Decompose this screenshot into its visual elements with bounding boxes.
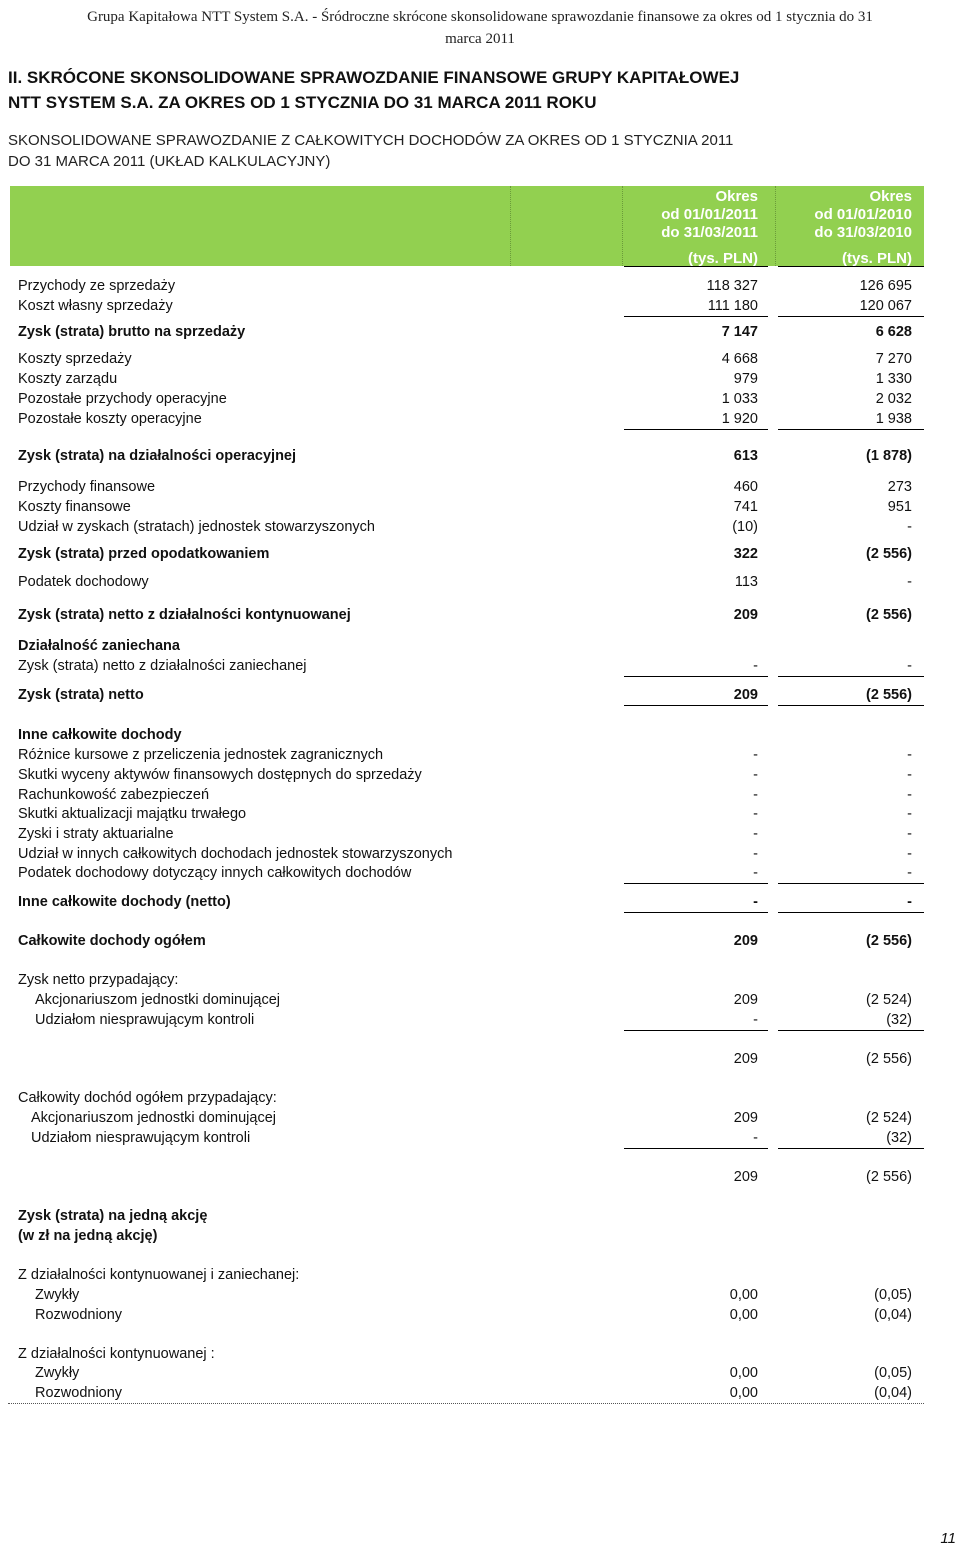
value-2010: 1 330 xyxy=(875,371,912,387)
value-2011: 0,00 xyxy=(729,1365,758,1381)
value-2010: - xyxy=(907,846,912,862)
value-2011: - xyxy=(753,1130,758,1146)
value-2010: (2 556) xyxy=(866,687,912,703)
row-label: Zysk (strata) netto z działalności kontynuowanej xyxy=(18,607,351,623)
column-header-unit: (tys. PLN) xyxy=(687,250,758,267)
header-line-1: Grupa Kapitałowa NTT System S.A. - Śródroczne skrócone skonsolidowane sprawozdanie finansowe za okres od 1 stycznia do 31 xyxy=(87,9,873,25)
row-label: Udziałom niesprawującym kontroli xyxy=(35,1012,255,1028)
subtotal-underline xyxy=(778,429,924,430)
value-2011: - xyxy=(753,787,758,803)
value-2010: (2 524) xyxy=(866,992,912,1008)
value-2010: (0,04) xyxy=(874,1307,912,1323)
row-label: Zysk (strata) na jedną akcję xyxy=(18,1208,208,1224)
row-label: Zyski i straty aktuarialne xyxy=(18,826,174,842)
value-2011: - xyxy=(753,865,758,881)
subtotal-underline xyxy=(624,429,768,430)
value-2011: - xyxy=(753,767,758,783)
value-2011: 113 xyxy=(734,574,758,590)
value-2011: 209 xyxy=(733,607,758,623)
row-label: Zysk netto przypadający: xyxy=(18,972,179,988)
row-label: Z działalności kontynuowanej i zaniechanej: xyxy=(18,1267,300,1283)
value-2011: 209 xyxy=(733,1169,758,1185)
value-2011: 118 327 xyxy=(706,278,758,294)
value-2011: - xyxy=(753,846,758,862)
row-label: Pozostałe koszty operacyjne xyxy=(18,411,202,427)
row-label: (w zł na jedną akcję) xyxy=(18,1228,158,1244)
value-2010: (2 556) xyxy=(866,933,912,949)
row-label: Różnice kursowe z przeliczenia jednostek zagranicznych xyxy=(18,747,384,763)
row-label: Koszt własny sprzedaży xyxy=(18,298,173,314)
row-label: Rozwodniony xyxy=(35,1385,123,1401)
subtotal-underline xyxy=(778,1148,924,1149)
value-2010: - xyxy=(907,826,912,842)
subtotal-underline xyxy=(624,316,768,317)
column-header-from: od 01/01/2010 xyxy=(814,206,912,223)
row-label: Akcjonariuszom jednostki dominującej xyxy=(35,992,281,1008)
row-label: Rozwodniony xyxy=(35,1307,123,1323)
value-2010: 6 628 xyxy=(875,324,912,340)
column-header-2011 xyxy=(618,188,758,267)
value-2011: 1 920 xyxy=(721,411,758,427)
column-header-2010 xyxy=(772,188,912,267)
value-2011: 209 xyxy=(733,992,758,1008)
value-2011: (10) xyxy=(732,519,758,535)
row-label: Udział w innych całkowitych dochodach jednostek stowarzyszonych xyxy=(18,846,453,862)
value-2010: (1 878) xyxy=(866,448,912,464)
column-header-label: Okres xyxy=(869,188,912,205)
value-2010: - xyxy=(907,658,912,674)
value-2011: 7 147 xyxy=(721,324,758,340)
value-2011: 613 xyxy=(733,448,758,464)
value-2010: (2 524) xyxy=(866,1110,912,1126)
row-label: Przychody finansowe xyxy=(18,479,156,495)
row-label: Koszty sprzedaży xyxy=(18,351,132,367)
row-label: Całkowite dochody ogółem xyxy=(18,933,206,949)
value-2010: - xyxy=(907,787,912,803)
value-2011: - xyxy=(753,806,758,822)
value-2011: - xyxy=(753,658,758,674)
column-header-to: do 31/03/2010 xyxy=(814,224,912,241)
subtotal-underline xyxy=(778,912,924,913)
value-2010: (2 556) xyxy=(866,546,912,562)
value-2010: - xyxy=(907,894,912,910)
value-2011: - xyxy=(753,1012,758,1028)
row-label: Udziałom niesprawującym kontroli xyxy=(31,1130,251,1146)
value-2010: (32) xyxy=(886,1130,912,1146)
row-label: Całkowity dochód ogółem przypadający: xyxy=(18,1090,277,1106)
value-2011: 979 xyxy=(733,371,758,387)
value-2011: - xyxy=(753,826,758,842)
column-header-to: do 31/03/2011 xyxy=(661,224,758,241)
subtotal-underline xyxy=(624,883,768,884)
value-2010: 120 067 xyxy=(859,298,912,314)
value-2011: 322 xyxy=(733,546,758,562)
column-header-from: od 01/01/2011 xyxy=(661,206,758,223)
section-title-line-2: NTT SYSTEM S.A. ZA OKRES OD 1 STYCZNIA DO 31 MARCA 2011 ROKU xyxy=(8,93,597,112)
value-2011: 209 xyxy=(733,687,758,703)
value-2011: 0,00 xyxy=(729,1287,758,1303)
document-header xyxy=(0,6,960,50)
value-2010: - xyxy=(907,519,912,535)
value-2010: 7 270 xyxy=(875,351,912,367)
value-2011: 4 668 xyxy=(721,351,758,367)
value-2010: (2 556) xyxy=(866,1169,912,1185)
value-2011: 460 xyxy=(733,479,758,495)
value-2010: (0,05) xyxy=(874,1365,912,1381)
subtotal-underline xyxy=(624,676,768,677)
subtotal-underline xyxy=(778,676,924,677)
page-number: 11 xyxy=(940,1530,956,1547)
statement-title xyxy=(8,130,948,172)
subtotal-underline xyxy=(624,1148,768,1149)
value-2010: 126 695 xyxy=(859,278,912,294)
column-header-unit: (tys. PLN) xyxy=(841,250,912,267)
row-label: Zysk (strata) netto xyxy=(18,687,144,703)
row-label: Inne całkowite dochody (netto) xyxy=(18,894,231,910)
row-label: Podatek dochodowy dotyczący innych całkowitych dochodów xyxy=(18,865,412,881)
value-2010: - xyxy=(907,574,912,590)
column-header-label: Okres xyxy=(715,188,758,205)
row-label: Rachunkowość zabezpieczeń xyxy=(18,787,210,803)
value-2010: 2 032 xyxy=(875,391,912,407)
subtotal-underline xyxy=(624,1030,768,1031)
row-label: Zwykły xyxy=(35,1287,80,1303)
value-2011: 0,00 xyxy=(729,1385,758,1401)
value-2011: 111 180 xyxy=(707,298,758,314)
row-label: Zysk (strata) netto z działalności zaniechanej xyxy=(18,658,307,674)
row-label: Zysk (strata) na działalności operacyjnej xyxy=(18,448,297,464)
value-2011: 209 xyxy=(733,1051,758,1067)
row-label: Działalność zaniechana xyxy=(18,638,180,654)
row-label: Zwykły xyxy=(35,1365,80,1381)
row-label: Akcjonariuszom jednostki dominującej xyxy=(31,1110,277,1126)
row-label: Udział w zyskach (stratach) jednostek stowarzyszonych xyxy=(18,519,375,535)
value-2010: (2 556) xyxy=(866,1051,912,1067)
row-label: Zysk (strata) brutto na sprzedaży xyxy=(18,324,246,340)
value-2010: (0,04) xyxy=(874,1385,912,1401)
page-bottom-rule xyxy=(8,1403,924,1404)
row-label: Zysk (strata) przed opodatkowaniem xyxy=(18,546,270,562)
header-underline xyxy=(624,266,768,267)
value-2011: - xyxy=(753,747,758,763)
row-label: Przychody ze sprzedaży xyxy=(18,278,176,294)
section-title xyxy=(8,65,948,115)
statement-title-line-2: DO 31 MARCA 2011 (UKŁAD KALKULACYJNY) xyxy=(8,153,331,170)
value-2010: - xyxy=(907,806,912,822)
subtotal-underline xyxy=(624,912,768,913)
subtotal-underline xyxy=(624,705,768,706)
value-2011: 1 033 xyxy=(721,391,758,407)
value-2010: - xyxy=(907,865,912,881)
value-2010: 1 938 xyxy=(875,411,912,427)
row-label: Koszty zarządu xyxy=(18,371,118,387)
row-label: Skutki wyceny aktywów finansowych dostępnych do sprzedaży xyxy=(18,767,422,783)
value-2010: 951 xyxy=(887,499,912,515)
subtotal-underline xyxy=(778,883,924,884)
row-label: Z działalności kontynuowanej : xyxy=(18,1346,215,1362)
value-2010: (0,05) xyxy=(874,1287,912,1303)
row-label: Inne całkowite dochody xyxy=(18,727,182,743)
row-label: Pozostałe przychody operacyjne xyxy=(18,391,227,407)
statement-title-line-1: SKONSOLIDOWANE SPRAWOZDANIE Z CAŁKOWITYCH DOCHODÓW ZA OKRES OD 1 STYCZNIA 2011 xyxy=(8,132,734,149)
column-separator xyxy=(510,186,511,266)
subtotal-underline xyxy=(778,1030,924,1031)
header-line-2: marca 2011 xyxy=(445,31,515,47)
row-label: Skutki aktualizacji majątku trwałego xyxy=(18,806,247,822)
value-2011: 209 xyxy=(733,1110,758,1126)
value-2010: (2 556) xyxy=(866,607,912,623)
value-2010: - xyxy=(907,747,912,763)
value-2011: - xyxy=(753,894,758,910)
header-underline xyxy=(778,266,924,267)
column-header-band xyxy=(10,186,924,266)
row-label: Podatek dochodowy xyxy=(18,574,149,590)
value-2011: 209 xyxy=(733,933,758,949)
value-2010: - xyxy=(907,767,912,783)
value-2010: (32) xyxy=(886,1012,912,1028)
section-title-line-1: II. SKRÓCONE SKONSOLIDOWANE SPRAWOZDANIE FINANSOWE GRUPY KAPITAŁOWEJ xyxy=(8,68,740,87)
subtotal-underline xyxy=(778,316,924,317)
value-2011: 741 xyxy=(733,499,758,515)
value-2010: 273 xyxy=(887,479,912,495)
row-label: Koszty finansowe xyxy=(18,499,131,515)
value-2011: 0,00 xyxy=(729,1307,758,1323)
subtotal-underline xyxy=(778,705,924,706)
